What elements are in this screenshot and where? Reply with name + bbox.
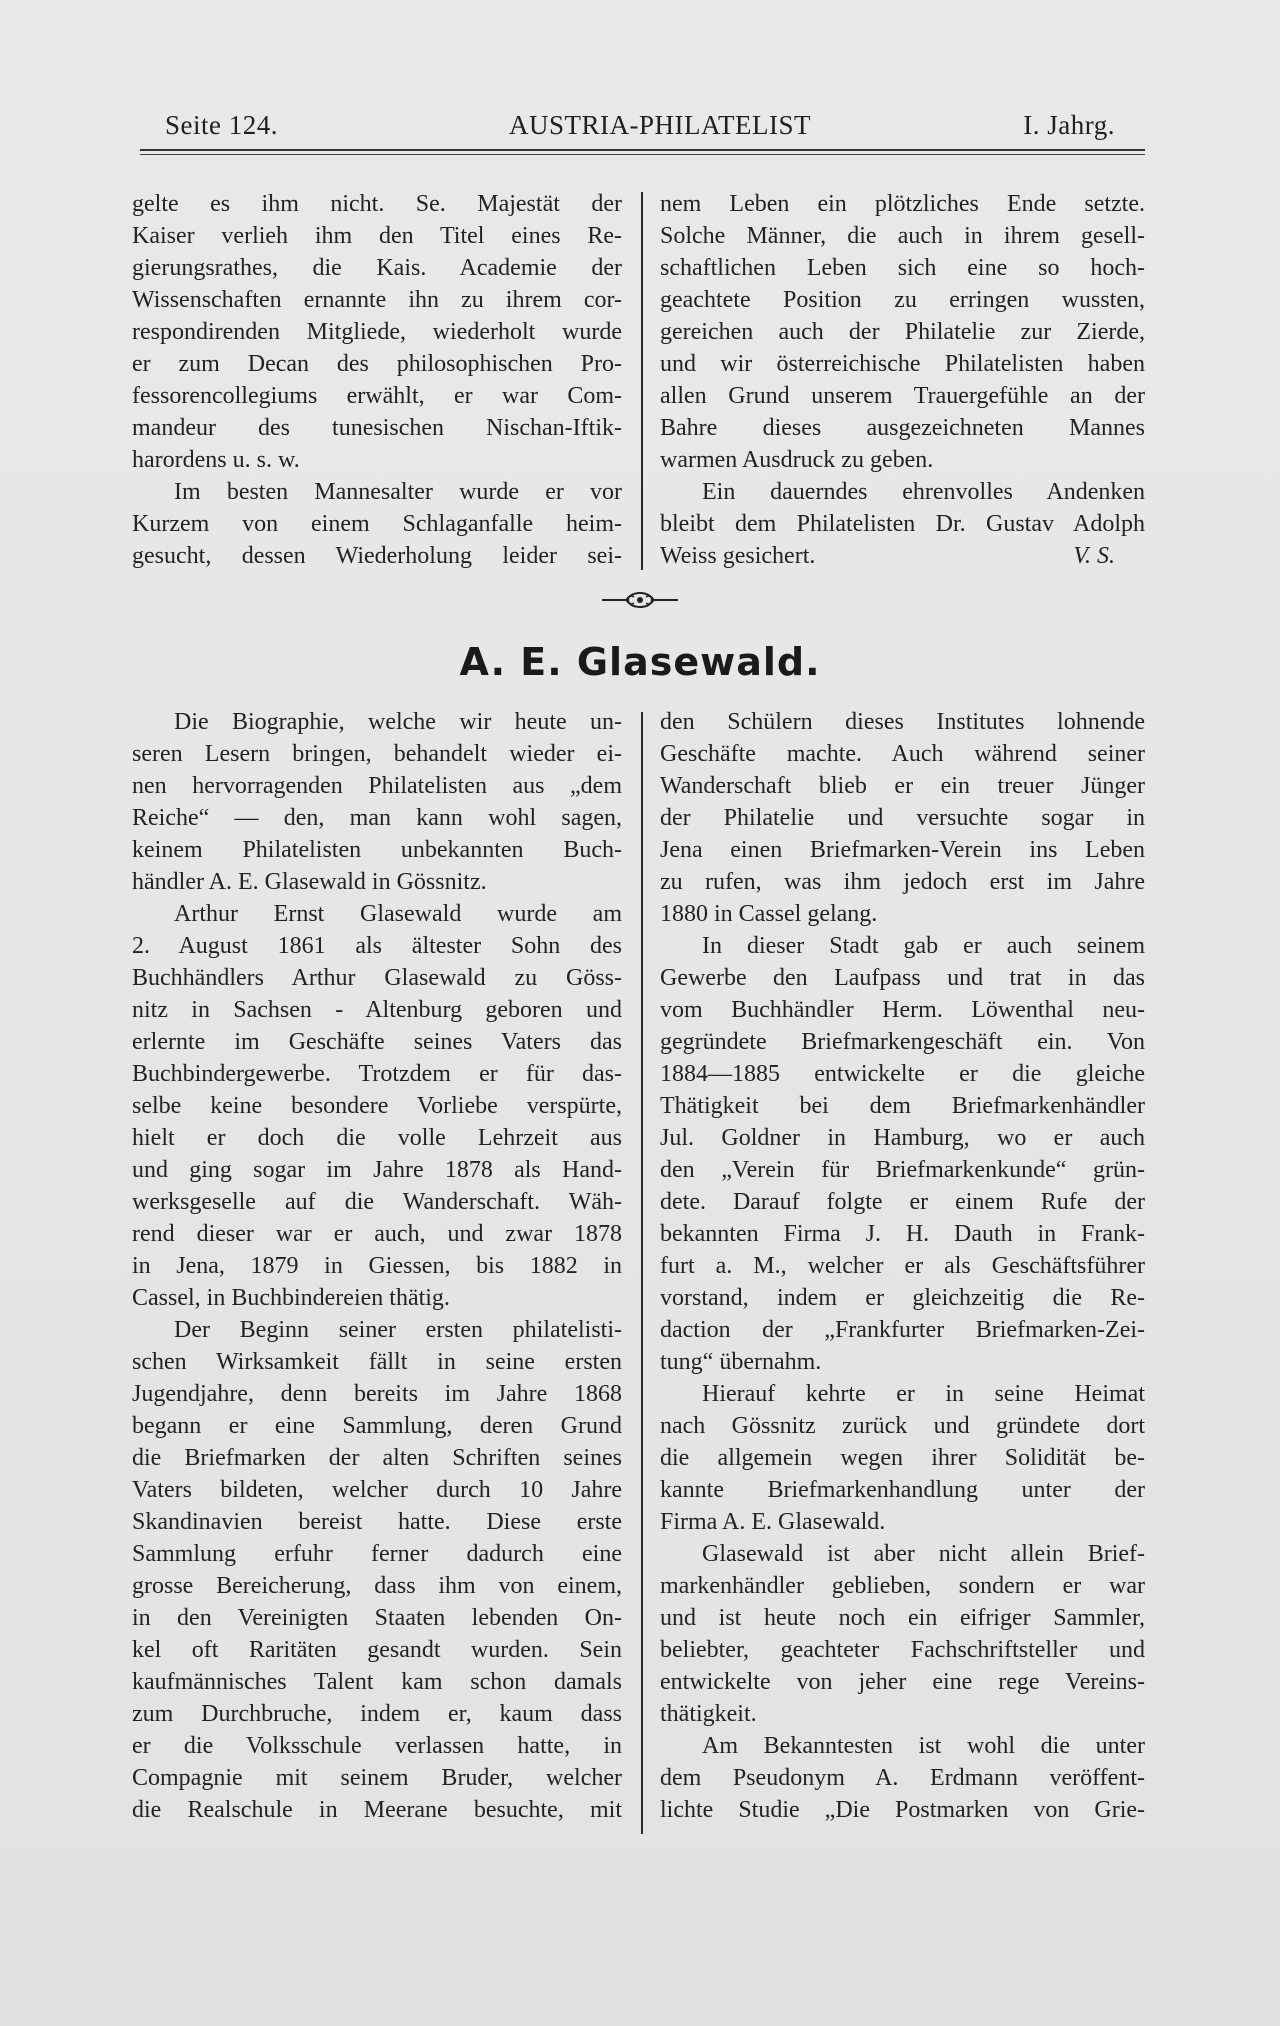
- column-divider-bottom: [641, 712, 643, 1834]
- text-line: Thätigkeit bei dem Briefmarkenhändler: [660, 1093, 1145, 1119]
- obituary-column-right: [660, 188, 1145, 572]
- text-line: allen Grund unserem Trauergefühle an der: [660, 383, 1145, 409]
- text-line: zu rufen, was ihm jedoch erst im Jahre: [660, 869, 1145, 895]
- article-title: A. E. Glasewald.: [459, 640, 821, 684]
- text-line: fessorencollegiums erwählt, er war Com-: [132, 383, 622, 409]
- text-line: der Philatelie und versuchte sogar in: [660, 805, 1145, 831]
- text-line: gesucht, dessen Wiederholung leider sei-: [132, 543, 622, 569]
- text-line: markenhändler geblieben, sondern er war: [660, 1573, 1145, 1599]
- text-line: Firma A. E. Glasewald.: [660, 1509, 886, 1535]
- closing-line: [660, 540, 1145, 572]
- text-line: Wissenschaften ernannte ihn zu ihrem cor-: [132, 287, 622, 313]
- article-column-left: [132, 706, 622, 1826]
- text-line: harordens u. s. w.: [132, 447, 300, 473]
- text-line: Der Beginn seiner ersten philatelisti-: [174, 1317, 622, 1343]
- text-line: Kurzem von einem Schlaganfalle heim-: [132, 511, 622, 537]
- text-line: Jena einen Briefmarken-Verein ins Leben: [660, 837, 1145, 863]
- text-line: gegründete Briefmarkengeschäft ein. Von: [660, 1029, 1145, 1055]
- text-line: vom Buchhändler Herm. Löwenthal neu-: [660, 997, 1145, 1023]
- text-line: händler A. E. Glasewald in Gössnitz.: [132, 869, 487, 895]
- text-line: dem Pseudonym A. Erdmann veröffent-: [660, 1765, 1145, 1791]
- text-line: erlernte im Geschäfte seines Vaters das: [132, 1029, 622, 1055]
- text-line: Solche Männer, die auch in ihrem gesell-: [660, 223, 1145, 249]
- text-line: bekannten Firma J. H. Dauth in Frank-: [660, 1221, 1145, 1247]
- journal-title: AUSTRIA-PHILATELIST: [509, 110, 811, 140]
- author-signature: V. S.: [1073, 543, 1115, 569]
- text-line: zum Durchbruche, indem er, kaum dass: [132, 1701, 622, 1727]
- text-line: seren Lesern bringen, behandelt wieder ei-: [132, 741, 622, 767]
- text-line: Ein dauerndes ehrenvolles Andenken: [702, 479, 1145, 505]
- text-line: grosse Bereicherung, dass ihm von einem,: [132, 1573, 622, 1599]
- text-line: gelte es ihm nicht. Se. Majestät der: [132, 191, 622, 217]
- text-line: Buchhändlers Arthur Glasewald zu Göss-: [132, 965, 622, 991]
- text-line: die Realschule in Meerane besuchte, mit: [132, 1797, 622, 1823]
- text-line: den „Verein für Briefmarkenkunde“ grün-: [660, 1157, 1145, 1183]
- text-line: Sammlung erfuhr ferner dadurch eine: [132, 1541, 622, 1567]
- text-line: Die Biographie, welche wir heute un-: [174, 709, 622, 735]
- text-line: kaufmännisches Talent kam schon damals: [132, 1669, 622, 1695]
- text-line: warmen Ausdruck zu geben.: [660, 447, 934, 473]
- text-line: nem Leben ein plötzliches Ende setzte.: [660, 191, 1145, 217]
- text-line: und ging sogar im Jahre 1878 als Hand-: [132, 1157, 622, 1183]
- text-line: entwickelte von jeher eine rege Vereins-: [660, 1669, 1145, 1695]
- text-line: Jul. Goldner in Hamburg, wo er auch: [660, 1125, 1145, 1151]
- text-line: In dieser Stadt gab er auch seinem: [702, 933, 1145, 959]
- text-line: nitz in Sachsen - Altenburg geboren und: [132, 997, 622, 1023]
- text-line: kel oft Raritäten gesandt wurden. Sein: [132, 1637, 622, 1663]
- text-line: dete. Darauf folgte er einem Rufe der: [660, 1189, 1145, 1215]
- text-line: lichte Studie „Die Postmarken von Grie-: [660, 1797, 1145, 1823]
- text-line: in Jena, 1879 in Giessen, bis 1882 in: [132, 1253, 622, 1279]
- column-divider-top: [641, 192, 643, 570]
- text-line: thätigkeit.: [660, 1701, 757, 1727]
- text-line: nach Gössnitz zurück und gründete dort: [660, 1413, 1145, 1439]
- text-line: Hierauf kehrte er in seine Heimat: [702, 1381, 1145, 1407]
- header-rule: [140, 149, 1145, 151]
- text-line: und wir österreichische Philatelisten haben: [660, 351, 1145, 377]
- text-line: Bahre dieses ausgezeichneten Mannes: [660, 415, 1145, 441]
- text-line: 2. August 1861 als ältester Sohn des: [132, 933, 622, 959]
- text-line: bleibt dem Philatelisten Dr. Gustav Adolph: [660, 511, 1145, 537]
- text-line: Jugendjahre, denn bereits im Jahre 1868: [132, 1381, 622, 1407]
- text-line: er die Volksschule verlassen hatte, in: [132, 1733, 622, 1759]
- article-column-right: [660, 706, 1145, 1826]
- text-line: gereichen auch der Philatelie zur Zierde,: [660, 319, 1145, 345]
- text-line: selbe keine besondere Vorliebe verspürte,: [132, 1093, 622, 1119]
- obituary-column-left: [132, 188, 622, 572]
- text-line: den Schülern dieses Institutes lohnende: [660, 709, 1145, 735]
- header-rule-thin: [140, 154, 1145, 155]
- text-line: die Briefmarken der alten Schriften seines: [132, 1445, 622, 1471]
- closing-text: Weiss gesichert.: [660, 543, 816, 569]
- text-line: nen hervorragenden Philatelisten aus „dem: [132, 773, 622, 799]
- text-line: er zum Decan des philosophischen Pro-: [132, 351, 622, 377]
- text-line: schen Wirksamkeit fällt in seine ersten: [132, 1349, 622, 1375]
- text-line: daction der „Frankfurter Briefmarken-Zei-: [660, 1317, 1145, 1343]
- text-line: hielt er doch die volle Lehrzeit aus: [132, 1125, 622, 1151]
- text-line: Compagnie mit seinem Bruder, welcher: [132, 1765, 622, 1791]
- text-line: kannte Briefmarkenhandlung unter der: [660, 1477, 1145, 1503]
- text-line: Kaiser verlieh ihm den Titel eines Re-: [132, 223, 622, 249]
- text-line: die allgemein wegen ihrer Solidität be-: [660, 1445, 1145, 1471]
- text-line: gierungsrathes, die Kais. Academie der: [132, 255, 622, 281]
- page-number: Seite 124.: [165, 110, 278, 140]
- text-line: Skandinavien bereist hatte. Diese erste: [132, 1509, 622, 1535]
- text-line: Gewerbe den Laufpass und trat in das: [660, 965, 1145, 991]
- text-line: Cassel, in Buchbindereien thätig.: [132, 1285, 450, 1311]
- text-line: furt a. M., welcher er als Geschäftsführer: [660, 1253, 1145, 1279]
- text-line: keinem Philatelisten unbekannten Buch-: [132, 837, 622, 863]
- text-line: Vaters bildeten, welcher durch 10 Jahre: [132, 1477, 622, 1503]
- text-line: Reiche“ — den, man kann wohl sagen,: [132, 805, 622, 831]
- text-line: mandeur des tunesischen Nischan-Iftik-: [132, 415, 622, 441]
- volume-label: I. Jahrg.: [1023, 110, 1115, 140]
- text-line: Arthur Ernst Glasewald wurde am: [174, 901, 622, 927]
- text-line: Am Bekanntesten ist wohl die unter: [702, 1733, 1145, 1759]
- text-line: werksgeselle auf die Wanderschaft. Wäh-: [132, 1189, 622, 1215]
- text-line: Im besten Mannesalter wurde er vor: [174, 479, 622, 505]
- text-line: und ist heute noch ein eifriger Sammler,: [660, 1605, 1145, 1631]
- text-line: rend dieser war er auch, und zwar 1878: [132, 1221, 622, 1247]
- text-line: beliebter, geachteter Fachschriftsteller und: [660, 1637, 1145, 1663]
- text-line: tung“ übernahm.: [660, 1349, 822, 1375]
- text-line: in den Vereinigten Staaten lebenden On-: [132, 1605, 622, 1631]
- page-header: [165, 110, 1155, 144]
- text-line: Glasewald ist aber nicht allein Brief-: [702, 1541, 1145, 1567]
- text-line: 1884—1885 entwickelte er die gleiche: [660, 1061, 1145, 1087]
- text-line: 1880 in Cassel gelang.: [660, 901, 878, 927]
- text-line: schaftlichen Leben sich eine so hoch-: [660, 255, 1145, 281]
- ornament-divider-icon: [600, 588, 680, 612]
- text-line: vorstand, indem er gleichzeitig die Re-: [660, 1285, 1145, 1311]
- text-line: Wanderschaft blieb er ein treuer Jünger: [660, 773, 1145, 799]
- text-line: begann er eine Sammlung, deren Grund: [132, 1413, 622, 1439]
- text-line: geachtete Position zu erringen wussten,: [660, 287, 1145, 313]
- text-line: respondirenden Mitgliede, wiederholt wurde: [132, 319, 622, 345]
- text-line: Buchbindergewerbe. Trotzdem er für das-: [132, 1061, 622, 1087]
- text-line: Geschäfte machte. Auch während seiner: [660, 741, 1145, 767]
